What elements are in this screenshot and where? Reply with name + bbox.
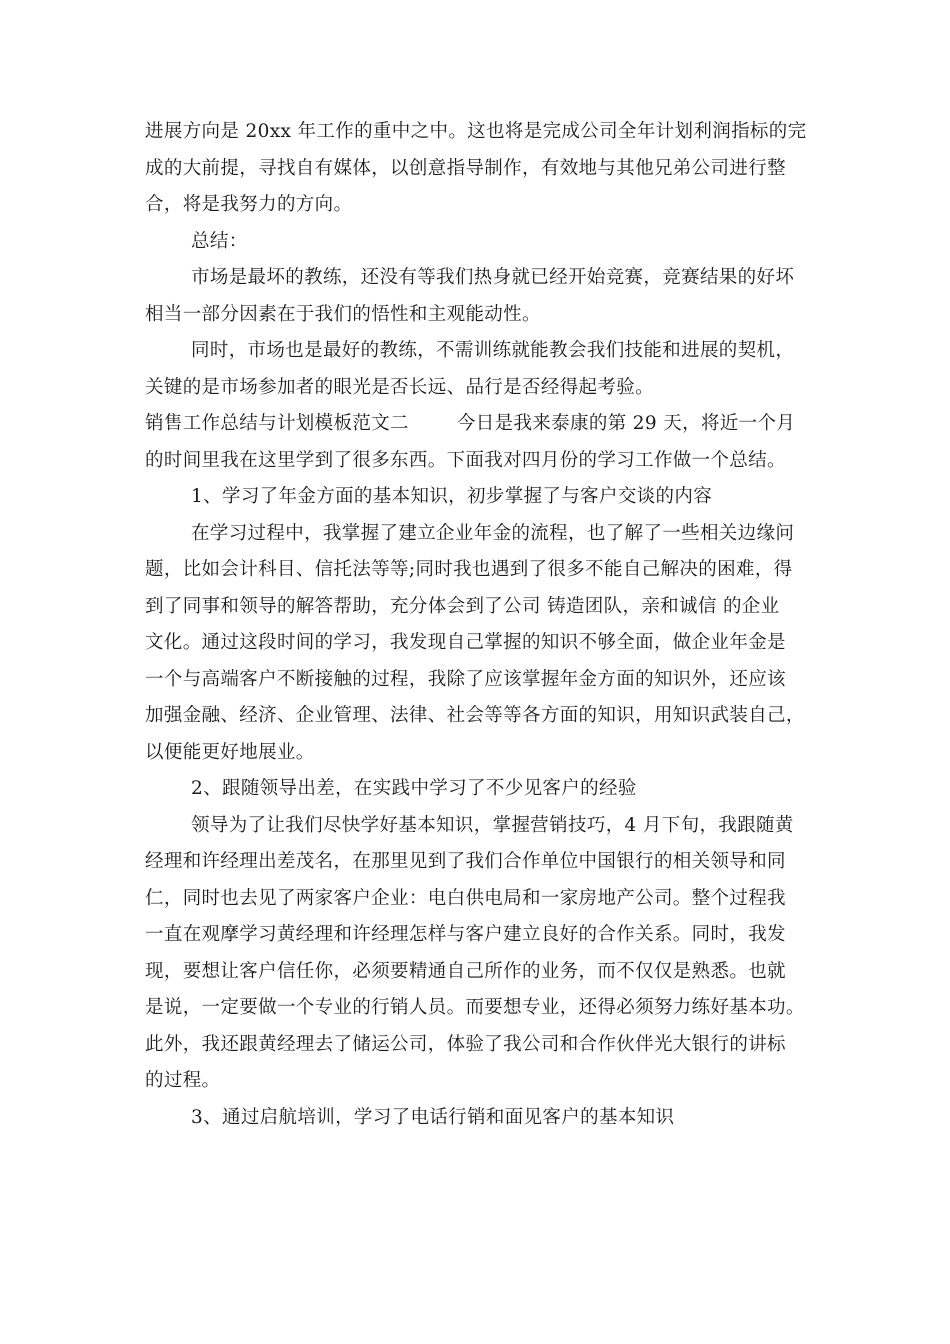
text-line: 相当一部分因素在于我们的悟性和主观能动性。	[145, 303, 541, 325]
document-body	[145, 114, 807, 1136]
text-line: 一个与高端客户不断接触的过程，我除了应该掌握年金方面的知识外，还应该	[145, 668, 786, 690]
list-heading-3: 3、通过启航培训，学习了电话行销和面见客户的基本知识	[191, 1106, 675, 1128]
text-line: 成的大前提，寻找自有媒体，以创意指导制作，有效地与其他兄弟公司进行整	[145, 157, 786, 179]
text-line: 进展方向是 20xx 年工作的重中之中。这也将是完成公司全年计划利润指标的完	[145, 121, 807, 142]
text-line: 在学习过程中，我掌握了建立企业年金的流程，也了解了一些相关边缘问	[191, 522, 795, 544]
text-line: 现，要想让客户信任你，必须要精通自己所作的业务，而不仅仅是熟悉。也就	[145, 960, 786, 982]
list-heading-2: 2、跟随领导出差，在实践中学习了不少见客户的经验	[191, 778, 637, 799]
text-line: 仁，同时也去见了两家客户企业：电白供电局和一家房地产公司。整个过程我	[145, 887, 786, 909]
text-line: 文化。通过这段时间的学习，我发现自己掌握的知识不够全面，做企业年金是	[145, 632, 786, 653]
text-line: 以便能更好地展业。	[145, 741, 315, 763]
text-line: 经理和许经理出差茂名，在那里见到了我们合作单位中国银行的相关领导和同	[145, 851, 786, 872]
text-line: 加强金融、经济、企业管理、法律、社会等等各方面的知识，用知识武装自己，	[145, 705, 805, 726]
text-line: 领导为了让我们尽快学好基本知识，掌握营销技巧，4 月下旬，我跟随黄	[191, 814, 794, 836]
section-heading-line	[145, 406, 807, 443]
text-line: 是说，一定要做一个专业的行销人员。而要想专业，还得必须努力练好基本功。	[145, 997, 805, 1018]
text-line: 的时间里我在这里学到了很多东西。下面我对四月份的学习工作做一个总结。	[145, 449, 786, 471]
text-line: 关键的是市场参加者的眼光是否长远、品行是否经得起考验。	[145, 376, 654, 398]
summary-label: 总结：	[191, 230, 248, 252]
list-heading-1: 1、学习了年金方面的基本知识，初步掌握了与客户交谈的内容	[191, 486, 713, 507]
text-line: 一直在观摩学习黄经理和许经理怎样与客户建立良好的合作关系。同时，我发	[145, 924, 786, 945]
text-line: 到了同事和领导的解答帮助，充分体会到了公司 铸造团队，亲和诚信 的企业	[145, 595, 780, 617]
text-line: 市场是最坏的教练，还没有等我们热身就已经开始竞赛，竞赛结果的好坏	[191, 267, 795, 288]
text-line: 合，将是我努力的方向。	[145, 194, 353, 215]
section-heading: 销售工作总结与计划模板范文二	[145, 413, 409, 434]
text-line-fragment: 今日是我来泰康的第 29 天，将近一个月	[456, 413, 796, 434]
text-line: 题，比如会计科目、信托法等等;同时我也遇到了很多不能自己解决的困难，得	[145, 559, 793, 580]
text-line: 同时，市场也是最好的教练，不需训练就能教会我们技能和进展的契机，	[191, 340, 795, 361]
text-line: 此外，我还跟黄经理去了储运公司，体验了我公司和合作伙伴光大银行的讲标	[145, 1033, 786, 1055]
text-line: 的过程。	[145, 1070, 221, 1091]
